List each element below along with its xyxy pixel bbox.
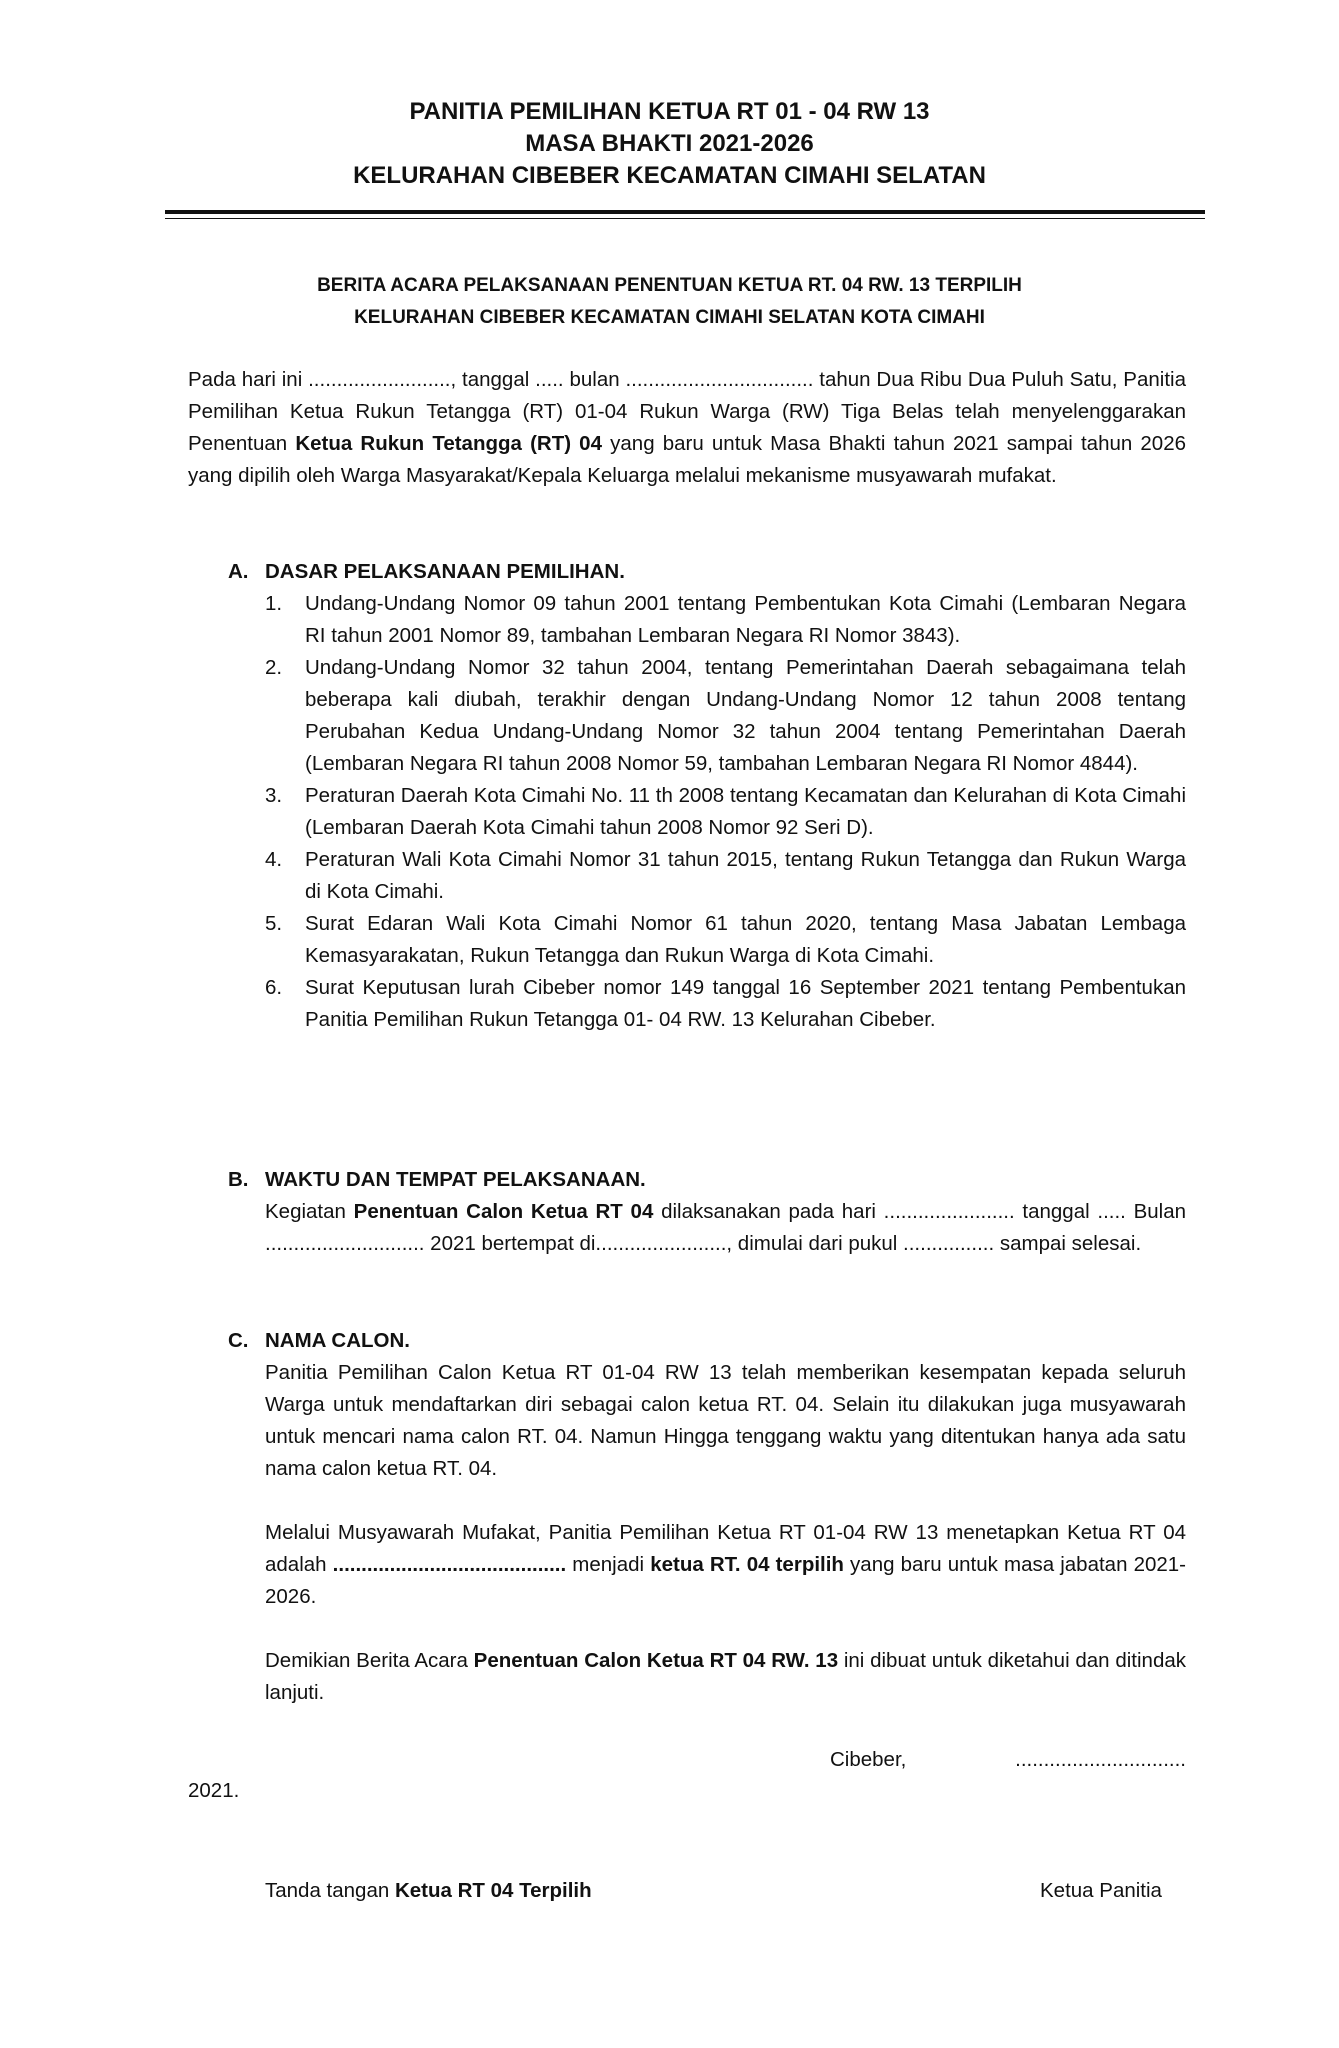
list-item xyxy=(265,908,1186,972)
section-a-heading xyxy=(228,556,1186,588)
signature-date-blank: .............................. xyxy=(1015,1748,1186,1771)
title-line-1: BERITA ACARA PELAKSANAAN PENENTUAN KETUA RT. 04 RW. 13 TERPILIH xyxy=(317,275,1022,296)
header-rule-thin xyxy=(165,218,1205,219)
legal-basis-list xyxy=(265,588,1186,1036)
list-item-number: 1. xyxy=(265,592,283,615)
section-c xyxy=(228,1325,1186,1709)
section-c-letter: C. xyxy=(228,1329,249,1352)
signature-committee-chair: Ketua Panitia xyxy=(1040,1879,1162,1902)
section-c-heading xyxy=(228,1325,1186,1357)
list-item xyxy=(265,652,1186,780)
section-b-text-1: Kegiatan xyxy=(265,1200,354,1223)
section-c-p2-text-2: menjadi xyxy=(566,1553,651,1576)
section-c-p2-text-3: yang baru untuk masa jabatan 2021-2026. xyxy=(265,1553,1187,1608)
document-title xyxy=(0,270,1339,334)
list-item-text: Surat Edaran Wali Kota Cimahi Nomor 61 tahun 2020, tentang Masa Jabatan Lembaga Kemasyarakatan, Rukun Tetangga dan Rukun Warga di Kota Cimahi. xyxy=(305,912,1186,967)
section-b-letter: B. xyxy=(228,1168,249,1191)
section-a-letter: A. xyxy=(228,560,249,583)
section-b-title: WAKTU DAN TEMPAT PELAKSANAAN. xyxy=(265,1168,646,1191)
title-line-2: KELURAHAN CIBEBER KECAMATAN CIMAHI SELATAN KOTA CIMAHI xyxy=(354,307,985,328)
signature-place: Cibeber, xyxy=(830,1748,907,1771)
list-item-number: 2. xyxy=(265,656,283,679)
signature-elected-chair xyxy=(265,1875,592,1907)
intro-paragraph xyxy=(188,364,1186,492)
section-c-p2-text-1: Melalui Musyawarah Mufakat, Panitia Pemilihan Ketua RT 01-04 RW 13 menetapkan Ketua RT 04 adalah xyxy=(265,1521,1186,1576)
letterhead xyxy=(0,96,1339,192)
letterhead-line-2: MASA BHAKTI 2021-2026 xyxy=(525,130,814,157)
section-b-bold: Penentuan Calon Ketua RT 04 xyxy=(353,1200,654,1223)
list-item-number: 3. xyxy=(265,784,283,807)
list-item xyxy=(265,972,1186,1036)
intro-text-1: Pada hari ini ........................., tanggal ..... bulan ................................. tahun Dua Ribu Dua Puluh Satu, Panitia Pemilihan Ketua Rukun Tetangga (RT) 01-04 Rukun Warga (RW) Tiga Belas telah menyelenggarakan Penentuan xyxy=(188,368,1186,455)
closing-text-1: Demikian Berita Acara xyxy=(265,1649,474,1672)
list-item-number: 5. xyxy=(265,912,283,935)
section-b-text-2: dilaksanakan pada hari ....................... tanggal ..... Bulan ............................ 2021 bertempat di......................., dimulai dari pukul ................ sampai selesai. xyxy=(265,1200,1187,1255)
section-b-paragraph xyxy=(265,1196,1186,1260)
list-item xyxy=(265,588,1186,652)
list-item xyxy=(265,780,1186,844)
section-b xyxy=(228,1164,1186,1260)
closing-paragraph xyxy=(265,1645,1186,1709)
list-item-number: 6. xyxy=(265,976,283,999)
list-item-text: Surat Keputusan lurah Cibeber nomor 149 tanggal 16 September 2021 tentang Pembentukan Panitia Pemilihan Rukun Tetangga 01- 04 RW. 13 Kelurahan Cibeber. xyxy=(305,976,1186,1031)
list-item-text: Peraturan Wali Kota Cimahi Nomor 31 tahun 2015, tentang Rukun Tetangga dan Rukun Warga di Kota Cimahi. xyxy=(305,848,1186,903)
section-c-p2-bold: ketua RT. 04 terpilih xyxy=(650,1553,844,1576)
intro-text-2: yang baru untuk Masa Bhakti tahun 2021 sampai tahun 2026 yang dipilih oleh Warga Masyarakat/Kepala Keluarga melalui mekanisme musyawarah mufakat. xyxy=(188,432,1187,487)
section-a xyxy=(228,556,1186,1036)
letterhead-line-3: KELURAHAN CIBEBER KECAMATAN CIMAHI SELATAN xyxy=(353,162,986,189)
letterhead-line-1: PANITIA PEMILIHAN KETUA RT 01 - 04 RW 13 xyxy=(409,98,930,125)
header-rule-thick xyxy=(165,210,1205,214)
intro-bold: Ketua Rukun Tetangga (RT) 04 xyxy=(295,432,602,455)
closing-bold: Penentuan Calon Ketua RT 04 RW. 13 xyxy=(473,1649,839,1672)
closing-text-2: ini dibuat untuk diketahui dan ditindak lanjuti. xyxy=(265,1649,1186,1704)
signature-left-prefix: Tanda tangan xyxy=(265,1879,395,1902)
list-item xyxy=(265,844,1186,908)
list-item-text: Undang-Undang Nomor 09 tahun 2001 tentang Pembentukan Kota Cimahi (Lembaran Negara RI tahun 2001 Nomor 89, tambahan Lembaran Negara RI Nomor 3843). xyxy=(305,592,1186,647)
section-c-paragraph-1: Panitia Pemilihan Calon Ketua RT 01-04 RW 13 telah memberikan kesempatan kepada seluruh Warga untuk mendaftarkan diri sebagai calon ketua RT. 04. Selain itu dilakukan juga musyawarah untuk mencari nama calon RT. 04. Namun Hingga tenggang waktu yang ditentukan hanya ada satu nama calon ketua RT. 04. xyxy=(265,1361,1186,1480)
section-c-paragraph-2 xyxy=(265,1517,1186,1613)
candidate-name-blank: ......................................... xyxy=(332,1553,567,1576)
section-b-heading xyxy=(228,1164,1186,1196)
list-item-text: Peraturan Daerah Kota Cimahi No. 11 th 2008 tentang Kecamatan dan Kelurahan di Kota Cimahi (Lembaran Daerah Kota Cimahi tahun 2008 Nomor 92 Seri D). xyxy=(305,784,1186,839)
signature-left-bold: Ketua RT 04 Terpilih xyxy=(394,1879,592,1902)
list-item-text: Undang-Undang Nomor 32 tahun 2004, tentang Pemerintahan Daerah sebagaimana telah beberapa kali diubah, terakhir dengan Undang-Undang Nomor 12 tahun 2008 tentang Perubahan Kedua Undang-Undang Nomor 32 tahun 2004 tentang Pemerintahan Daerah (Lembaran Negara RI tahun 2008 Nomor 59, tambahan Lembaran Negara RI Nomor 4844). xyxy=(305,656,1186,775)
section-a-title: DASAR PELAKSANAAN PEMILIHAN. xyxy=(265,560,625,583)
list-item-number: 4. xyxy=(265,848,283,871)
section-c-title: NAMA CALON. xyxy=(265,1329,411,1352)
signature-year: 2021. xyxy=(188,1779,240,1802)
